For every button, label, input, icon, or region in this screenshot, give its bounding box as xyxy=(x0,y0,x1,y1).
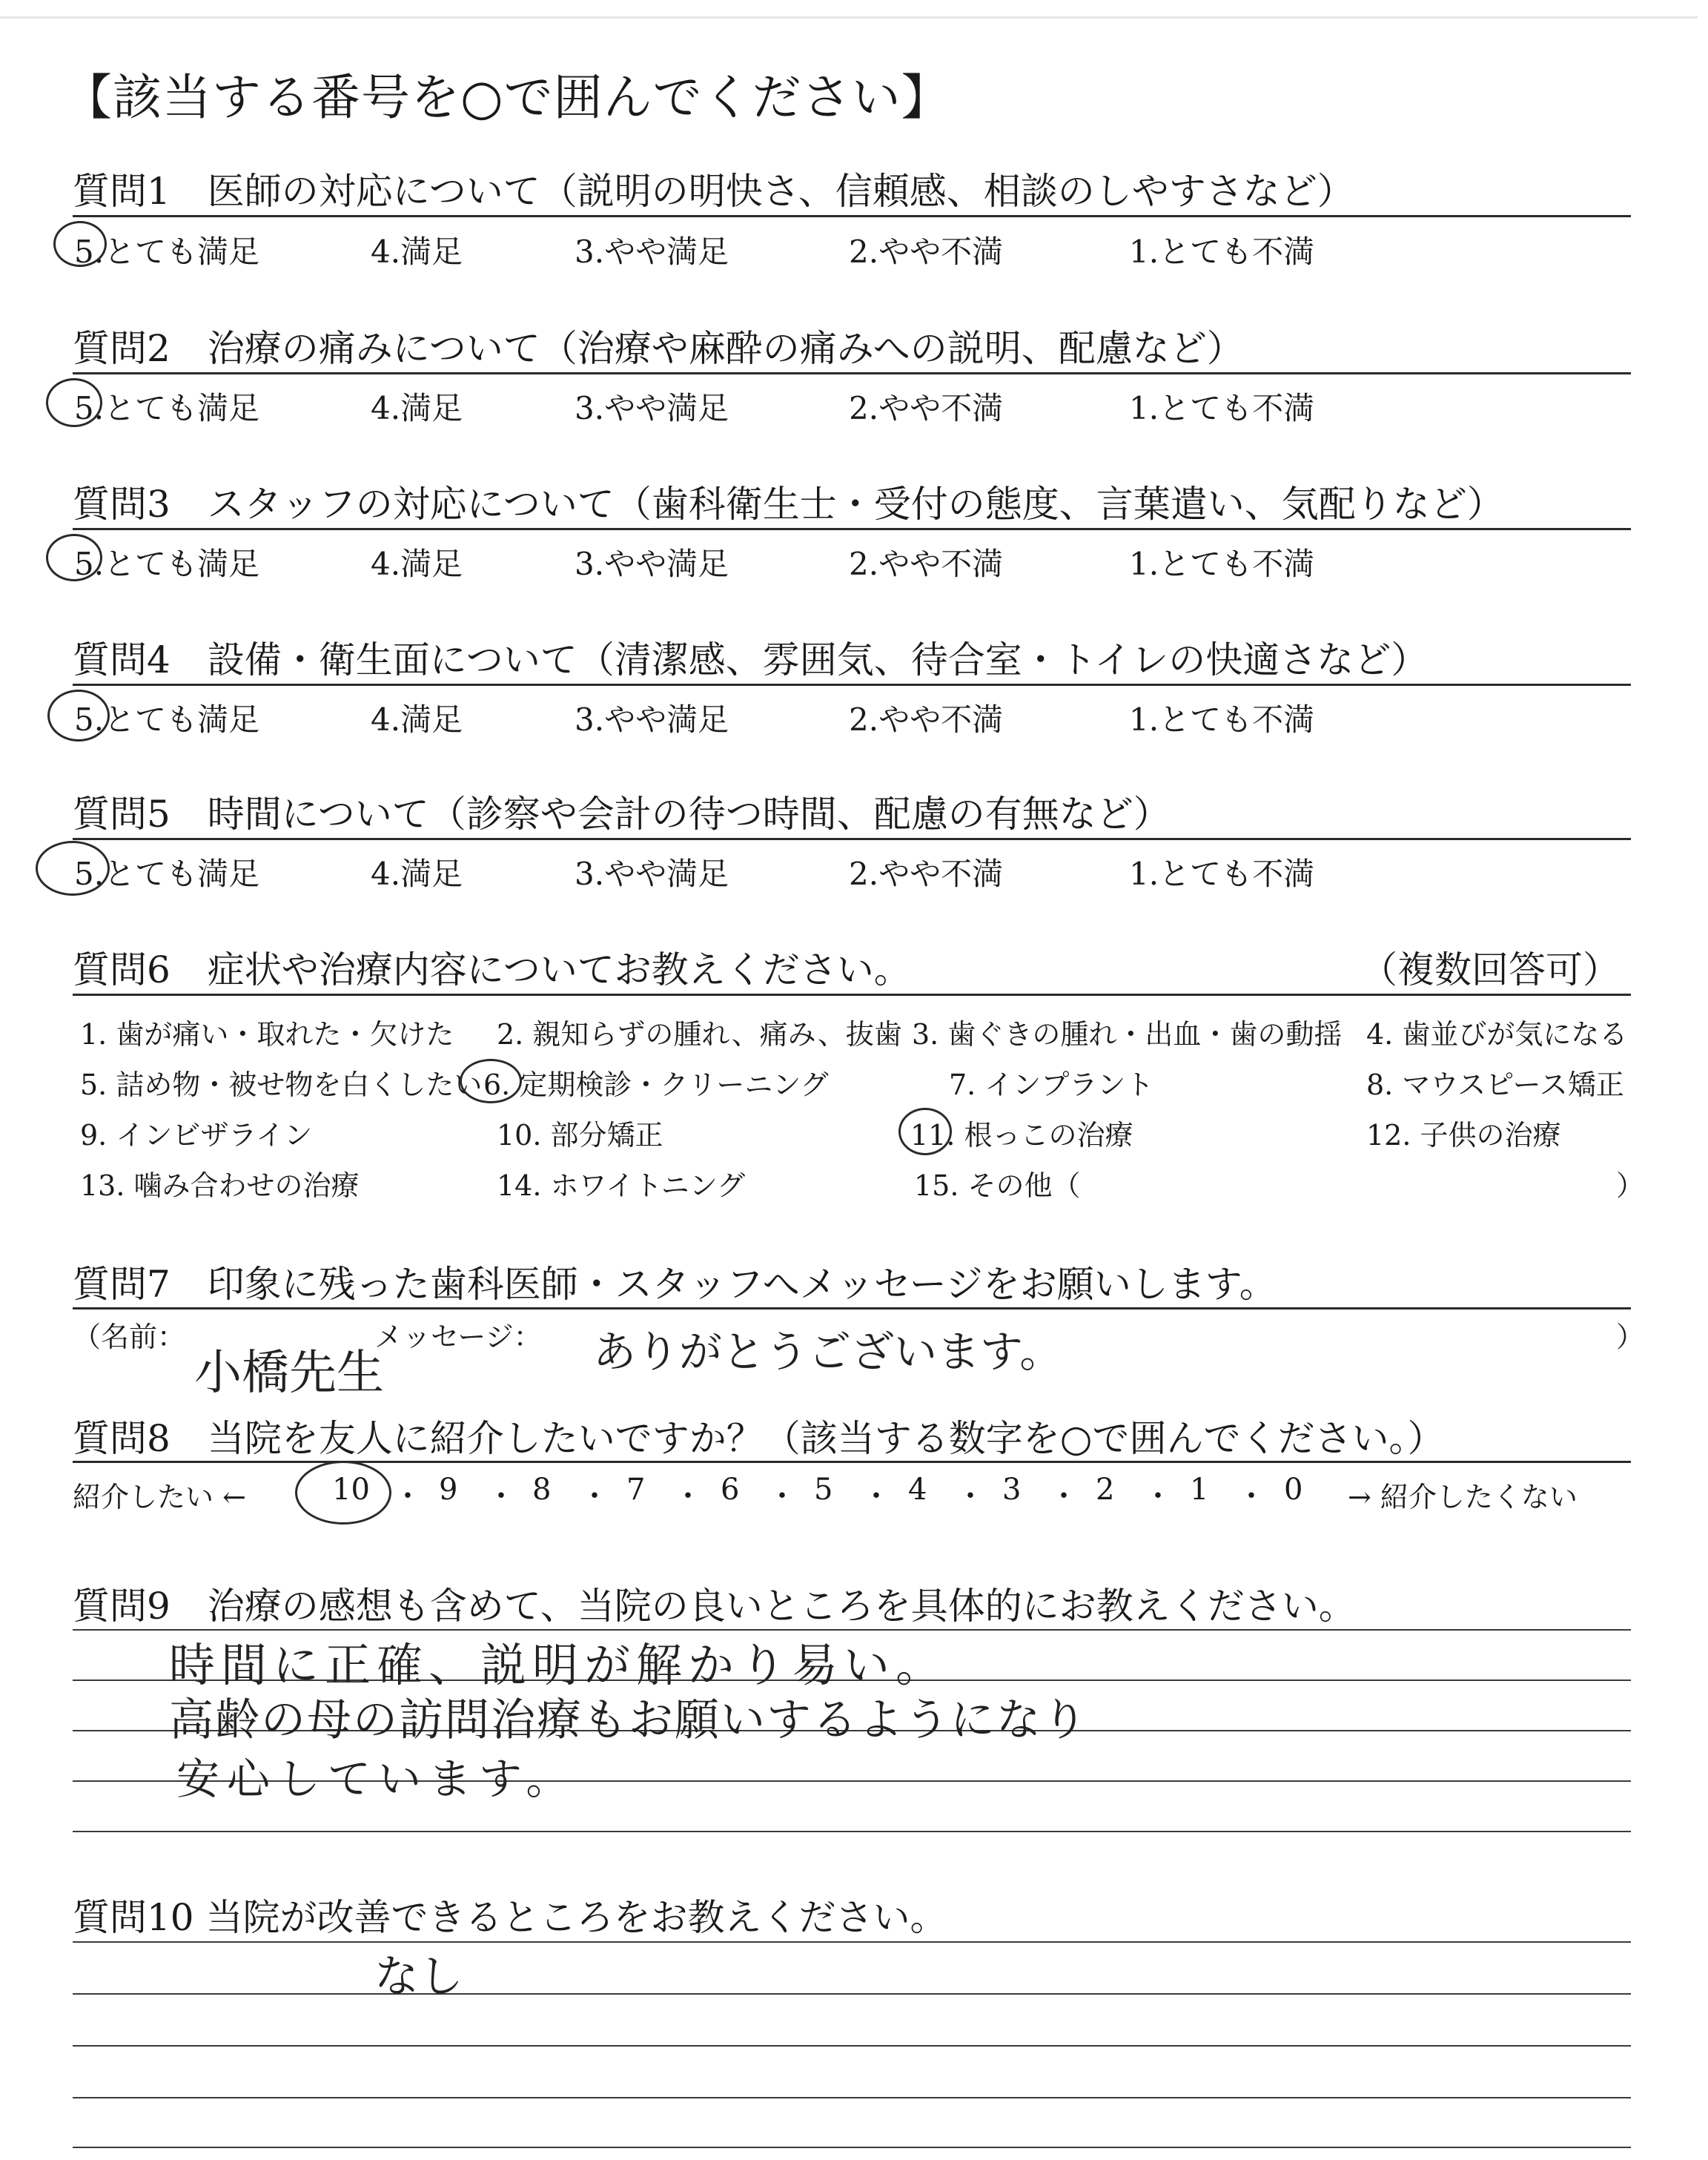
q7-name-handwritten: 小橋先生 xyxy=(194,1346,384,1401)
q2-rule xyxy=(73,372,1631,374)
q6-option-7[interactable]: 7. インプラント xyxy=(949,1069,1154,1101)
q6-option-5[interactable]: 5. 詰め物・被せ物を白くしたい xyxy=(80,1069,483,1101)
q1-title: 質問1 医師の対応について（説明の明快さ、信頼感、相談のしやすさなど） xyxy=(73,170,1354,213)
q7-message-handwritten: ありがとうございます。 xyxy=(593,1327,1063,1377)
q1-option-5[interactable]: 5.とても満足 xyxy=(74,234,260,270)
q6-note: （複数回答可） xyxy=(1360,948,1620,991)
q8-num-5[interactable]: 5 xyxy=(814,1473,833,1507)
q6-title: 質問6 症状や治療内容についてお教えください。 xyxy=(73,948,911,991)
q2-option-1[interactable]: 1.とても不満 xyxy=(1129,390,1315,426)
q8-num-1[interactable]: 1 xyxy=(1190,1473,1209,1507)
q10-line-2 xyxy=(73,1993,1631,1995)
q2-title: 質問2 治療の痛みについて（治療や麻酔の痛みへの説明、配慮など） xyxy=(73,327,1244,370)
q2-option-5[interactable]: 5.とても満足 xyxy=(74,390,260,426)
q10-line-4 xyxy=(73,2097,1631,2098)
q5-selection-circle xyxy=(36,841,110,896)
q1-option-4[interactable]: 4.満足 xyxy=(371,234,463,270)
q5-option-3[interactable]: 3.やや満足 xyxy=(575,856,729,892)
q8-sep-10: ・ xyxy=(1237,1479,1266,1513)
q5-option-4[interactable]: 4.満足 xyxy=(371,856,463,892)
q8-num-8[interactable]: 8 xyxy=(532,1473,552,1507)
q6-option-15-close: ） xyxy=(1616,1169,1645,1202)
q8-sep-7: ・ xyxy=(956,1479,985,1513)
form-title: 【該当する番号を○で囲んでください】 xyxy=(63,69,951,126)
q1-option-2[interactable]: 2.やや不満 xyxy=(849,234,1004,270)
q10-answer: なし xyxy=(374,1951,463,2003)
q6-option-2[interactable]: 2. 親知らずの腫れ、痛み、抜歯 xyxy=(497,1018,902,1051)
q10-line-1 xyxy=(73,1941,1631,1943)
q5-option-1[interactable]: 1.とても不満 xyxy=(1129,856,1315,892)
q2-option-4[interactable]: 4.満足 xyxy=(371,390,463,426)
q6-option-12[interactable]: 12. 子供の治療 xyxy=(1366,1119,1561,1152)
q5-title: 質問5 時間について（診察や会計の待つ時間、配慮の有無など） xyxy=(73,793,1171,836)
q4-option-1[interactable]: 1.とても不満 xyxy=(1129,701,1315,738)
q8-num-6[interactable]: 6 xyxy=(721,1473,740,1507)
q3-option-4[interactable]: 4.満足 xyxy=(371,546,463,582)
q4-option-3[interactable]: 3.やや満足 xyxy=(575,701,729,738)
q6-option-11[interactable]: 11. 根っこの治療 xyxy=(910,1119,1133,1152)
q6-option-4[interactable]: 4. 歯並びが気になる xyxy=(1366,1018,1628,1051)
q9-answer-line-2: 高齢の母の訪問治療もお願いするようになり xyxy=(169,1694,1088,1746)
q4-rule xyxy=(73,684,1631,686)
q10-line-5 xyxy=(73,2147,1631,2148)
q8-sep-3: ・ xyxy=(580,1479,609,1513)
q4-title: 質問4 設備・衛生面について（清潔感、雰囲気、待合室・トイレの快適さなど） xyxy=(73,638,1429,681)
q4-option-4[interactable]: 4.満足 xyxy=(371,701,463,738)
q4-selection-circle xyxy=(47,690,110,742)
q9-answer-line-1: 時間に正確、説明が解かり易い。 xyxy=(169,1638,948,1692)
q7-name-label: （名前： xyxy=(73,1321,186,1353)
q6-option-3[interactable]: 3. 歯ぐきの腫れ・出血・歯の動揺 xyxy=(912,1018,1343,1051)
q8-sep-6: ・ xyxy=(861,1479,891,1513)
q6-option-10[interactable]: 10. 部分矯正 xyxy=(497,1119,663,1152)
q3-option-2[interactable]: 2.やや不満 xyxy=(849,546,1004,582)
q8-sep-1: ・ xyxy=(393,1479,423,1513)
q3-option-3[interactable]: 3.やや満足 xyxy=(575,546,729,582)
q8-num-10[interactable]: 10 xyxy=(332,1473,370,1507)
q8-num-0[interactable]: 0 xyxy=(1284,1473,1303,1507)
q3-title: 質問3 スタッフの対応について（歯科衛生士・受付の態度、言葉遣い、気配りなど） xyxy=(73,483,1504,526)
q10-line-3 xyxy=(73,2045,1631,2047)
q6-option-13[interactable]: 13. 噛み合わせの治療 xyxy=(80,1169,360,1202)
q8-num-9[interactable]: 9 xyxy=(439,1473,458,1507)
q5-option-5[interactable]: 5.とても満足 xyxy=(74,856,260,892)
q4-option-5[interactable]: 5.とても満足 xyxy=(74,701,260,738)
q6-option-14[interactable]: 14. ホワイトニング xyxy=(497,1169,746,1202)
q8-num-4[interactable]: 4 xyxy=(908,1473,927,1507)
q8-sep-2: ・ xyxy=(486,1479,516,1513)
q8-sep-8: ・ xyxy=(1049,1479,1079,1513)
q3-option-5[interactable]: 5.とても満足 xyxy=(74,546,260,582)
q8-right-label: → 紹介したくない xyxy=(1348,1481,1578,1513)
q2-option-3[interactable]: 3.やや満足 xyxy=(575,390,729,426)
q8-num-3[interactable]: 3 xyxy=(1002,1473,1022,1507)
scan-top-edge xyxy=(0,16,1698,19)
q6-selection-circle-6 xyxy=(460,1059,522,1103)
q8-sep-9: ・ xyxy=(1143,1479,1173,1513)
q8-title: 質問8 当院を友人に紹介したいですか？（該当する数字を○で囲んでください。） xyxy=(73,1417,1445,1460)
q6-option-6[interactable]: 6. 定期検診・クリーニング xyxy=(483,1069,829,1101)
q1-selection-circle xyxy=(53,221,107,267)
q1-option-1[interactable]: 1.とても不満 xyxy=(1129,234,1315,270)
q7-close-paren: ） xyxy=(1616,1321,1645,1353)
q8-selection-circle xyxy=(295,1461,391,1525)
q8-left-label: 紹介したい ← xyxy=(73,1481,246,1513)
q2-selection-circle xyxy=(46,378,102,427)
q8-sep-5: ・ xyxy=(767,1479,797,1513)
q9-answer-line-3: 安心しています。 xyxy=(176,1754,577,1804)
q6-rule xyxy=(73,994,1631,996)
q1-rule xyxy=(73,215,1631,217)
q6-option-15[interactable]: 15. その他（ xyxy=(914,1169,1081,1202)
q3-selection-circle xyxy=(46,534,102,581)
q3-rule xyxy=(73,528,1631,530)
q8-num-7[interactable]: 7 xyxy=(626,1473,646,1507)
q8-rule xyxy=(73,1461,1631,1463)
q5-option-2[interactable]: 2.やや不満 xyxy=(849,856,1004,892)
q2-option-2[interactable]: 2.やや不満 xyxy=(849,390,1004,426)
q7-title: 質問7 印象に残った歯科医師・スタッフへメッセージをお願いします。 xyxy=(73,1263,1277,1306)
q9-title: 質問9 治療の感想も含めて、当院の良いところを具体的にお教えください。 xyxy=(73,1585,1356,1628)
q6-selection-circle-11 xyxy=(898,1108,952,1155)
q3-option-1[interactable]: 1.とても不満 xyxy=(1129,546,1315,582)
q6-option-8[interactable]: 8. マウスピース矯正 xyxy=(1366,1069,1624,1101)
q4-option-2[interactable]: 2.やや不満 xyxy=(849,701,1004,738)
q10-title: 質問10 当院が改善できるところをお教えください。 xyxy=(73,1896,947,1939)
q6-option-9[interactable]: 9. インビザライン xyxy=(80,1119,313,1152)
q6-option-1[interactable]: 1. 歯が痛い・取れた・欠けた xyxy=(80,1018,454,1051)
q7-rule xyxy=(73,1307,1631,1309)
q5-rule xyxy=(73,838,1631,840)
q1-option-3[interactable]: 3.やや満足 xyxy=(575,234,729,270)
q8-sep-4: ・ xyxy=(673,1479,703,1513)
q8-num-2[interactable]: 2 xyxy=(1096,1473,1115,1507)
q7-message-label: メッセージ： xyxy=(374,1321,542,1353)
q9-line-5 xyxy=(73,1831,1631,1832)
